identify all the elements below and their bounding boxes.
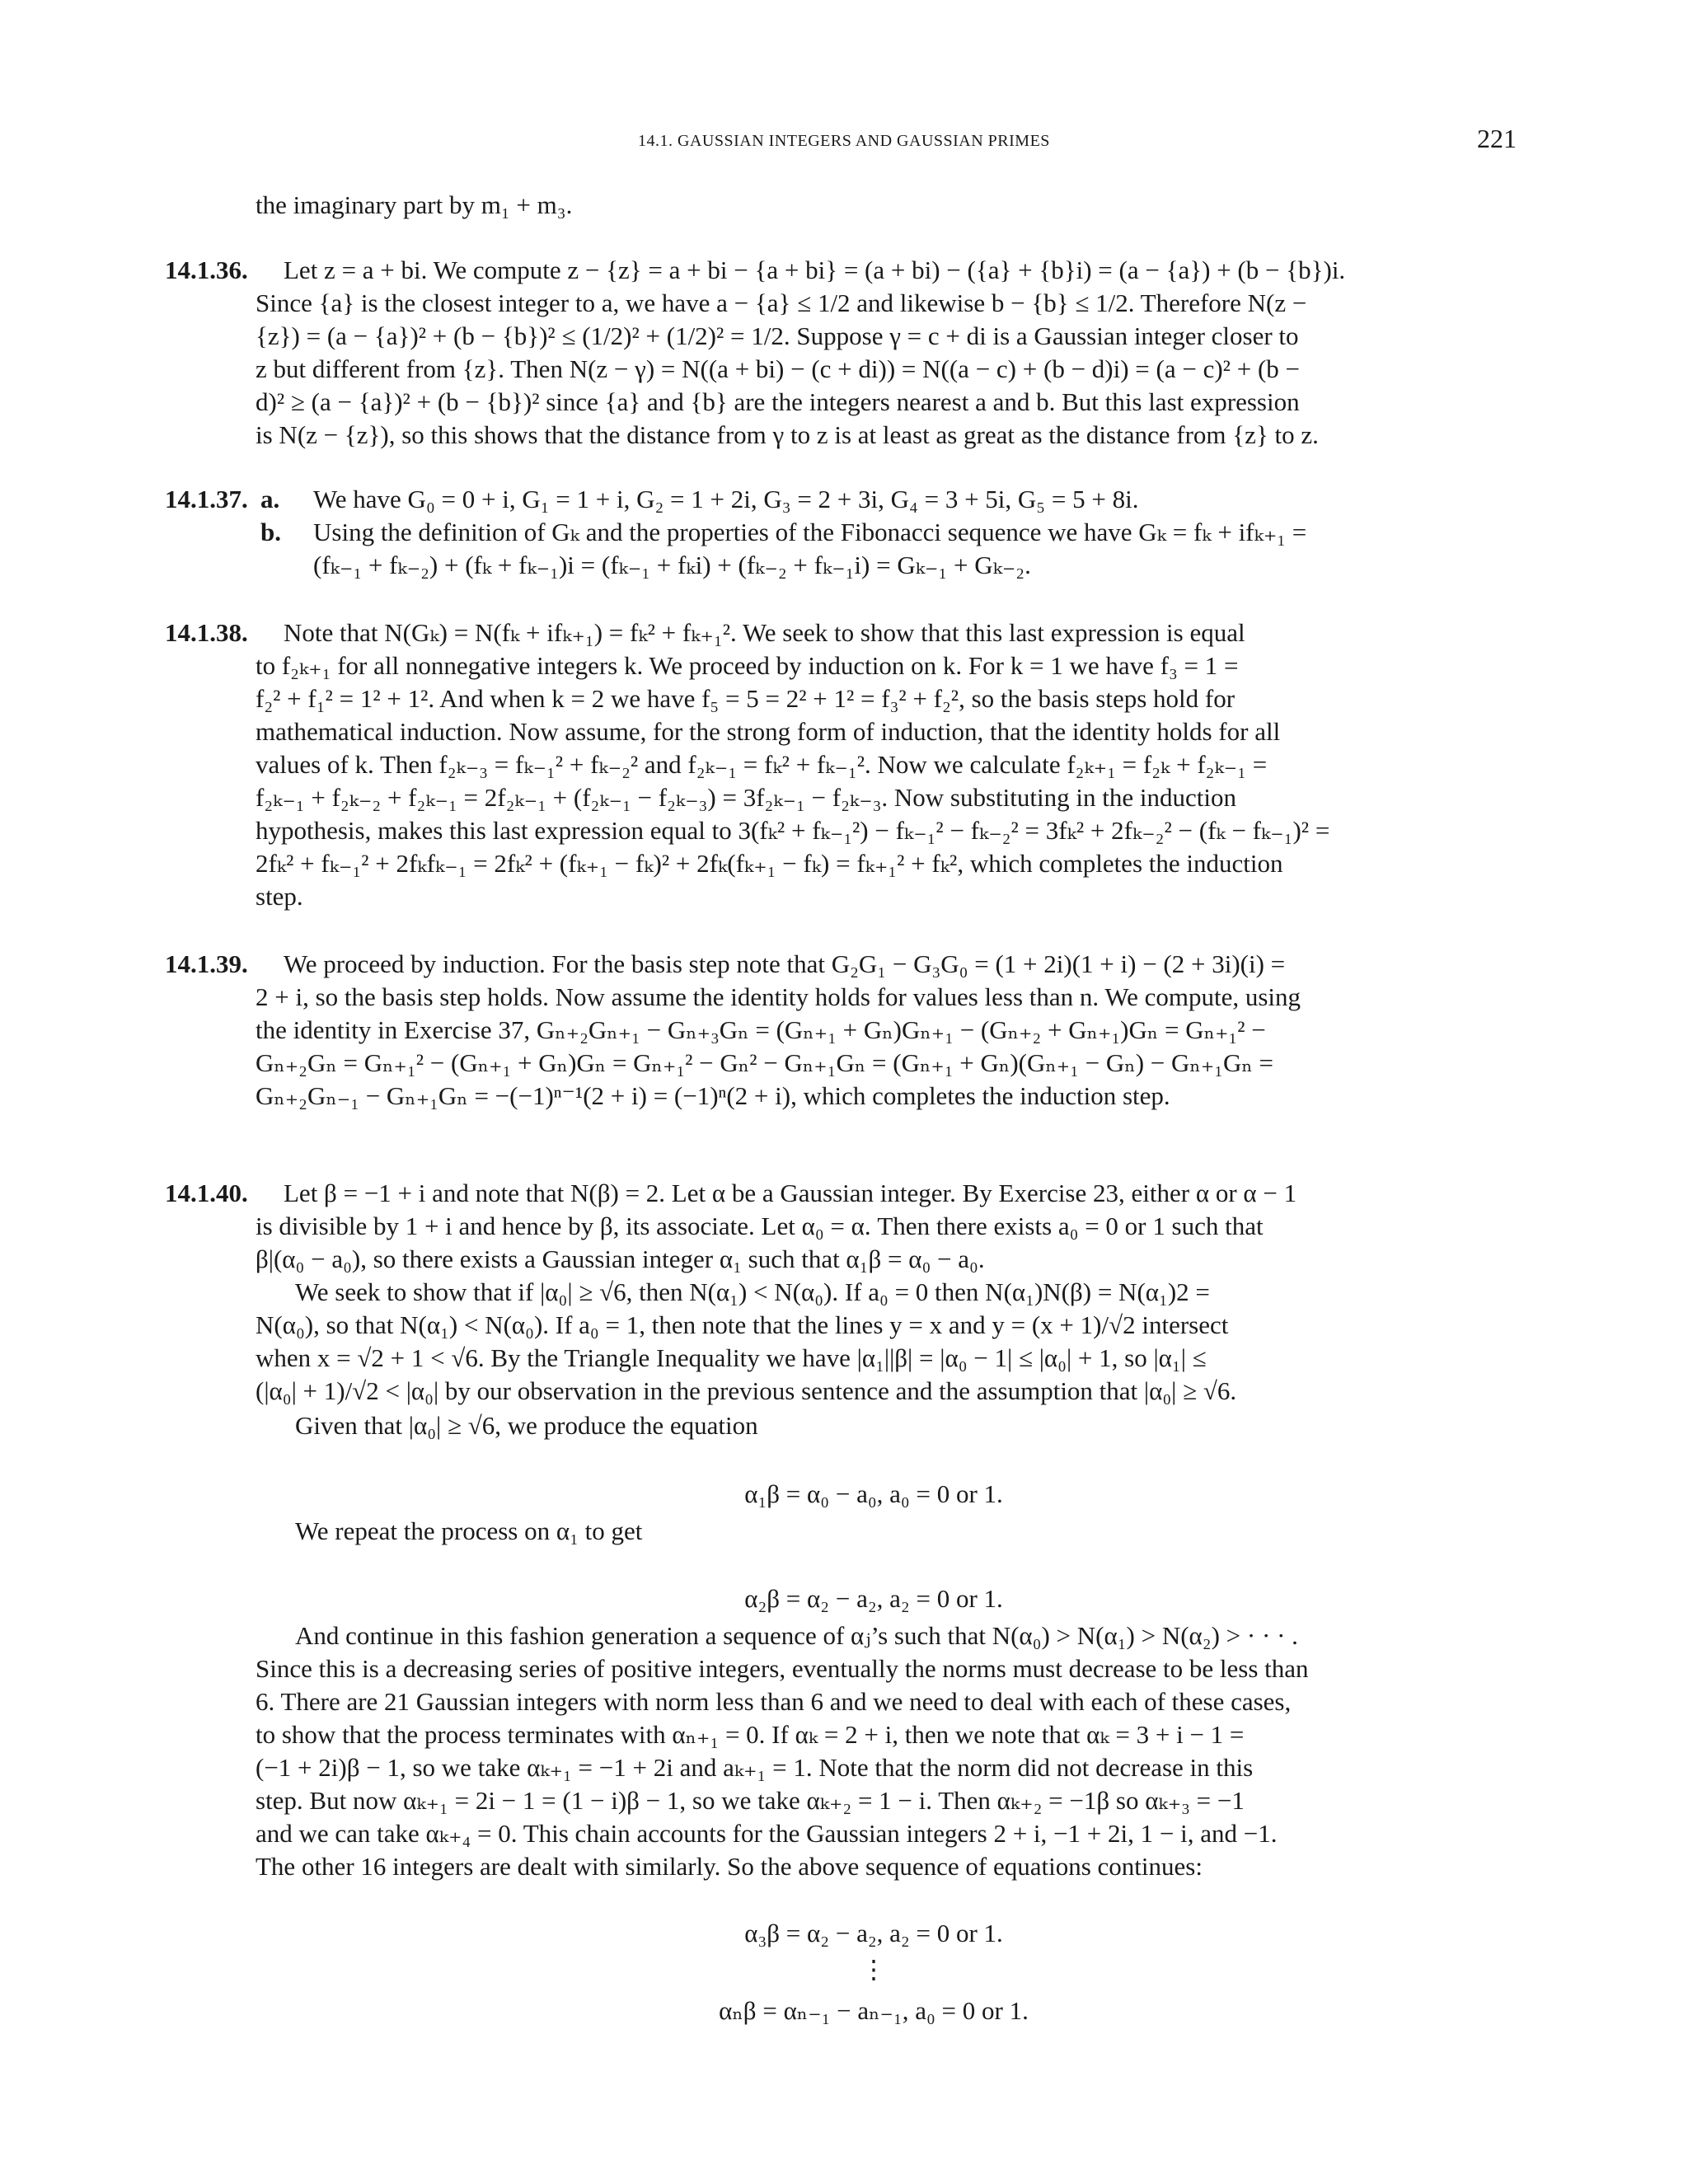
text-line: The other 16 integers are dealt with similarly. So the above sequence of equations continues:: [256, 1852, 1203, 1881]
text-line: the identity in Exercise 37, Gₙ₊₂Gₙ₊₁ − Gₙ₊₃Gₙ = (Gₙ₊₁ + Gₙ)Gₙ₊₁ − (Gₙ₊₂ + Gₙ₊₁)Gₙ = Gₙ₊₁² −: [256, 1015, 1266, 1044]
text-line: 2fₖ² + fₖ₋₁² + 2fₖfₖ₋₁ = 2fₖ² + (fₖ₊₁ − fₖ)² + 2fₖ(fₖ₊₁ − fₖ) = fₖ₊₁² + fₖ², which completes the induction: [256, 849, 1283, 878]
display-equation: α₁β = α₀ − a₀, a₀ = 0 or 1.: [744, 1479, 1003, 1508]
text-line: mathematical induction. Now assume, for the strong form of induction, that the identity holds for all: [256, 717, 1281, 746]
text-line: step.: [256, 882, 303, 911]
solution-number: 14.1.38.: [165, 618, 248, 647]
text-line: (−1 + 2i)β − 1, so we take αₖ₊₁ = −1 + 2i and aₖ₊₁ = 1. Note that the norm did not decrease in this: [256, 1753, 1254, 1782]
text-line: β|(α₀ − a₀), so there exists a Gaussian integer α₁ such that α₁β = α₀ − a₀.: [256, 1244, 985, 1273]
text-line: to f₂ₖ₊₁ for all nonnegative integers k. We proceed by induction on k. For k = 1 we have f₃ = 1 =: [256, 651, 1239, 680]
text-line: values of k. Then f₂ₖ₋₃ = fₖ₋₁² + fₖ₋₂² and f₂ₖ₋₁ = fₖ² + fₖ₋₁². Now we calculate f₂ₖ₊₁ = f₂ₖ + f₂ₖ₋₁ =: [256, 750, 1268, 779]
text-line: f₂ₖ₋₁ + f₂ₖ₋₂ + f₂ₖ₋₁ = 2f₂ₖ₋₁ + (f₂ₖ₋₁ − f₂ₖ₋₃) = 3f₂ₖ₋₁ − f₂ₖ₋₃. Now substituting in the induction: [256, 783, 1236, 812]
solution-number: 14.1.40.: [165, 1179, 248, 1207]
text-line: when x = √2 + 1 < √6. By the Triangle Inequality we have |α₁||β| = |α₀ − 1| ≤ |α₀| + 1, so |α₁| ≤: [256, 1343, 1207, 1372]
display-equation: α₃β = α₂ − a₂, a₂ = 0 or 1.: [744, 1919, 1003, 1947]
text-line: Let β = −1 + i and note that N(β) = 2. Let α be a Gaussian integer. By Exercise 23, either α or α − 1: [284, 1179, 1297, 1207]
text-line: d)² ≥ (a − {a})² + (b − {b})² since {a} and {b} are the integers nearest a and b. But this last expression: [256, 387, 1300, 416]
text-line: is divisible by 1 + i and hence by β, its associate. Let α₀ = α. Then there exists a₀ = 0 or 1 such that: [256, 1212, 1264, 1240]
text-line: 6. There are 21 Gaussian integers with norm less than 6 and we need to deal with each of these cases,: [256, 1687, 1292, 1716]
text-line: Note that N(Gₖ) = N(fₖ + ifₖ₊₁) = fₖ² + fₖ₊₁². We seek to show that this last expression is equal: [284, 618, 1245, 647]
text-line: {z}) = (a − {a})² + (b − {b})² ≤ (1/2)² + (1/2)² = 1/2. Suppose γ = c + di is a Gaussian integer closer to: [256, 321, 1299, 350]
text-line: We proceed by induction. For the basis step note that G₂G₁ − G₃G₀ = (1 + 2i)(1 + i) − (2 + 3i)(i) =: [284, 949, 1286, 978]
part-label-b: b.: [260, 518, 281, 546]
text-line: We have G₀ = 0 + i, G₁ = 1 + i, G₂ = 1 + 2i, G₃ = 2 + 3i, G₄ = 3 + 5i, G₅ = 5 + 8i.: [313, 485, 1139, 513]
running-head: 14.1. GAUSSIAN INTEGERS AND GAUSSIAN PRIMES: [638, 132, 1050, 150]
text-line: hypothesis, makes this last expression equal to 3(fₖ² + fₖ₋₁²) − fₖ₋₁² − fₖ₋₂² = 3fₖ² + 2fₖ₋₂² − (fₖ − fₖ₋₁)² =: [256, 816, 1330, 845]
text-line: (fₖ₋₁ + fₖ₋₂) + (fₖ + fₖ₋₁)i = (fₖ₋₁ + fₖi) + (fₖ₋₂ + fₖ₋₁i) = Gₖ₋₁ + Gₖ₋₂.: [313, 551, 1031, 579]
text-line: Let z = a + bi. We compute z − {z} = a + bi − {a + bi} = (a + bi) − ({a} + {b}i) = (a − {a}) + (b − {b})i.: [284, 255, 1346, 284]
text-line: and we can take αₖ₊₄ = 0. This chain accounts for the Gaussian integers 2 + i, −1 + 2i, 1 − i, and −1.: [256, 1819, 1278, 1848]
text-line: f₂² + f₁² = 1² + 1². And when k = 2 we have f₅ = 5 = 2² + 1² = f₃² + f₂², so the basis steps hold for: [256, 684, 1236, 713]
text-line: z but different from {z}. Then N(z − γ) = N((a + bi) − (c + di)) = N((a − c) + (b − d)i) = (a − c)² + (b −: [256, 354, 1301, 383]
text-line: Since this is a decreasing series of positive integers, eventually the norms must decrease to be less than: [256, 1654, 1309, 1683]
text-line: Using the definition of Gₖ and the properties of the Fibonacci sequence we have Gₖ = fₖ + ifₖ₊₁ =: [313, 518, 1307, 546]
text-line: Gₙ₊₂Gₙ₋₁ − Gₙ₊₁Gₙ = −(−1)ⁿ⁻¹(2 + i) = (−1)ⁿ(2 + i), which completes the induction step.: [256, 1081, 1170, 1110]
text-line: is N(z − {z}), so this shows that the distance from γ to z is at least as great as the distance from {z} to z.: [256, 420, 1319, 449]
solution-number: 14.1.39.: [165, 949, 248, 978]
lead-line: the imaginary part by m₁ + m₃.: [256, 190, 573, 219]
text-line: Since {a} is the closest integer to a, we have a − {a} ≤ 1/2 and likewise b − {b} ≤ 1/2. Therefore N(z −: [256, 288, 1307, 317]
solution-number: 14.1.37.: [165, 485, 248, 513]
display-equation: α₂β = α₂ − a₂, a₂ = 0 or 1.: [744, 1584, 1003, 1613]
page-body: [165, 0, 1492, 2184]
text-line: Gₙ₊₂Gₙ = Gₙ₊₁² − (Gₙ₊₁ + Gₙ)Gₙ = Gₙ₊₁² − Gₙ² − Gₙ₊₁Gₙ = (Gₙ₊₁ + Gₙ)(Gₙ₊₁ − Gₙ) − Gₙ₊₁Gₙ =: [256, 1048, 1274, 1077]
text-line: to show that the process terminates with αₙ₊₁ = 0. If αₖ = 2 + i, then we note that αₖ = 3 + i − 1 =: [256, 1720, 1245, 1749]
text-line: step. But now αₖ₊₁ = 2i − 1 = (1 − i)β − 1, so we take αₖ₊₂ = 1 − i. Then αₖ₊₂ = −1β so αₖ₊₃ = −1: [256, 1786, 1245, 1815]
text-line: We repeat the process on α₁ to get: [295, 1516, 643, 1545]
text-line: (|α₀| + 1)/√2 < |α₀| by our observation in the previous sentence and the assumption that |α₀| ≥ √6.: [256, 1376, 1237, 1405]
text-line: Given that |α₀| ≥ √6, we produce the equation: [295, 1411, 758, 1440]
text-line: N(α₀), so that N(α₁) < N(α₀). If a₀ = 1, then note that the lines y = x and y = (x + 1)/√2 intersect: [256, 1310, 1229, 1339]
solution-number: 14.1.36.: [165, 255, 248, 284]
part-label-a: a.: [260, 485, 280, 513]
display-equation: αₙβ = αₙ₋₁ − aₙ₋₁, a₀ = 0 or 1.: [719, 1996, 1029, 2025]
page-number: 221: [1477, 124, 1517, 153]
text-line: 2 + i, so the basis step holds. Now assume the identity holds for values less than n. We compute, using: [256, 982, 1301, 1011]
vertical-ellipsis: ⋮: [860, 1955, 887, 1984]
text-line: We seek to show that if |α₀| ≥ √6, then N(α₁) < N(α₀). If a₀ = 0 then N(α₁)N(β) = N(α₁)2 =: [295, 1277, 1210, 1306]
text-line: And continue in this fashion generation a sequence of αⱼ’s such that N(α₀) > N(α₁) > N(α₂) > · · · .: [295, 1621, 1298, 1650]
